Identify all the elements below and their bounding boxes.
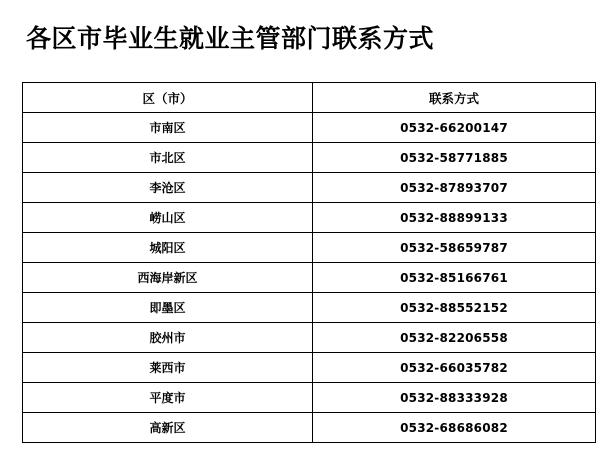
- phone-cell: 0532-66035782: [313, 353, 596, 383]
- district-cell: 胶州市: [23, 323, 313, 353]
- table-row: [23, 383, 596, 413]
- table-row: [23, 173, 596, 203]
- district-cell: 高新区: [23, 413, 313, 443]
- district-cell: 平度市: [23, 383, 313, 413]
- table-row: [23, 323, 596, 353]
- district-cell: 莱西市: [23, 353, 313, 383]
- district-cell: 市北区: [23, 143, 313, 173]
- table-row: [23, 353, 596, 383]
- phone-cell: 0532-87893707: [313, 173, 596, 203]
- phone-cell: 0532-88899133: [313, 203, 596, 233]
- phone-cell: 0532-85166761: [313, 263, 596, 293]
- table-header: [23, 83, 596, 113]
- phone-cell: 0532-58659787: [313, 233, 596, 263]
- table-row: [23, 113, 596, 143]
- table-header-row: [23, 83, 596, 113]
- phone-cell: 0532-88333928: [313, 383, 596, 413]
- table-row: [23, 143, 596, 173]
- table-row: [23, 203, 596, 233]
- phone-cell: 0532-88552152: [313, 293, 596, 323]
- page-title: 各区市毕业生就业主管部门联系方式: [26, 24, 435, 53]
- table-row: [23, 413, 596, 443]
- contact-table: [22, 82, 596, 443]
- phone-cell: 0532-58771885: [313, 143, 596, 173]
- table-row: [23, 293, 596, 323]
- column-header-phone: 联系方式: [313, 83, 596, 113]
- district-cell: 城阳区: [23, 233, 313, 263]
- district-cell: 李沧区: [23, 173, 313, 203]
- table-body: [23, 113, 596, 443]
- phone-cell: 0532-68686082: [313, 413, 596, 443]
- district-cell: 即墨区: [23, 293, 313, 323]
- district-cell: 市南区: [23, 113, 313, 143]
- phone-cell: 0532-66200147: [313, 113, 596, 143]
- contact-table-container: [22, 82, 594, 443]
- column-header-district: 区（市）: [23, 83, 313, 113]
- table-row: [23, 263, 596, 293]
- district-cell: 西海岸新区: [23, 263, 313, 293]
- phone-cell: 0532-82206558: [313, 323, 596, 353]
- table-row: [23, 233, 596, 263]
- district-cell: 崂山区: [23, 203, 313, 233]
